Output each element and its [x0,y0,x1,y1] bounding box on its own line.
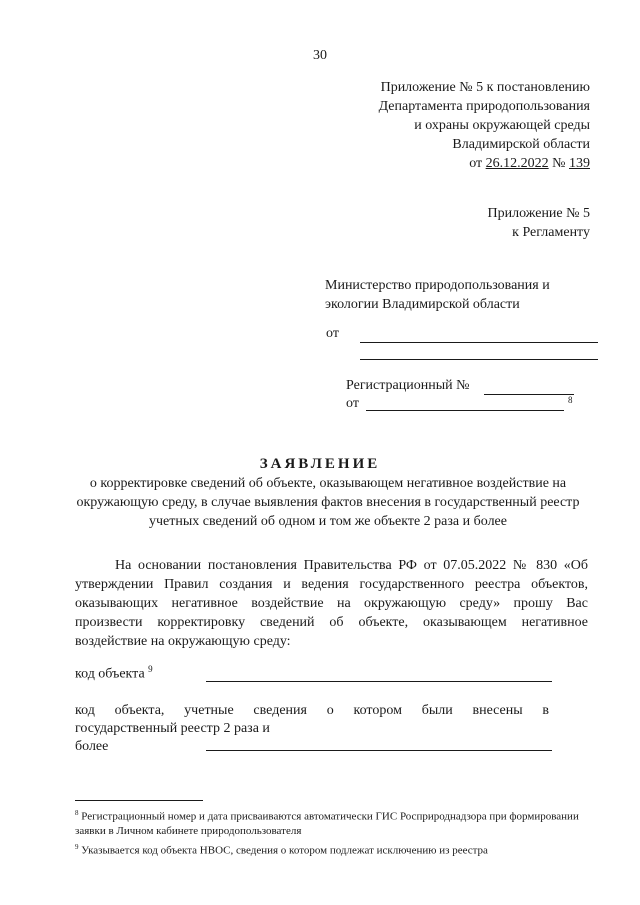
addressee [325,276,550,314]
appendix-header [379,78,590,173]
decree-date: 26.12.2022 [485,156,549,171]
body-text: На основании постановления Правительства РФ от 07.05.2022 № 830 «Об утверждении Правил создания и ведения государственного реестра объектов, оказывающих негативное воздействие на окружающую среду» прошу Вас произвести корректировку сведений об объекте, оказывающем негативное воздействие на окружающую среду: [75,558,588,649]
document-title: ЗАЯВЛЕНИЕ [259,456,381,472]
regulation-line: к Регламенту [512,225,590,240]
number-prefix: № [548,156,569,171]
registration-number-line[interactable] [484,394,574,395]
duplicate-label-line: государственный реестр 2 раза и [75,721,270,736]
from-label: от [326,326,339,341]
field-duplicate-object [75,702,549,756]
registration-date-line[interactable] [366,410,564,411]
document-subtitle: о корректировке сведений об объекте, оказывающем негативное воздействие на окружающую среду, в случае выявления фактов внесения в государственный реестр учетных сведений об одном и том же объекте 2 раза и более [76,476,580,529]
page-number: 30 [313,48,327,63]
body-paragraph [75,556,588,651]
footnotes [75,806,595,857]
decree-number: 139 [569,156,590,171]
duplicate-label-line: код объекта, учетные сведения о котором были внесены в [75,703,549,718]
date-prefix: от [469,156,486,171]
registration-from-label: от [346,396,359,411]
object-code-label: код объекта [75,666,145,682]
appendix-header-line: Департамента природопользования [378,99,590,114]
footnote-8-text: Регистрационный номер и дата присваиваются автоматически ГИС Росприроднадзора при формировании заявки в Личном кабинете природопользователя [75,810,579,837]
footnote-mark-9: 9 [148,664,153,674]
footnote-8-mark: 8 [75,809,79,817]
addressee-line: экологии Владимирской области [325,297,520,312]
object-code-input-line[interactable] [206,681,552,682]
footnote-9-text: Указывается код объекта НВОС, сведения о котором подлежат исключению из реестра [81,844,488,857]
appendix-header-line: Владимирской области [452,137,590,152]
from-field-line-1[interactable] [360,342,598,343]
appendix-header-line: и охраны окружающей среды [414,118,590,133]
field-object-code-label [75,664,153,683]
addressee-line: Министерство природопользования и [325,278,550,293]
from-field-line-2[interactable] [360,359,598,360]
duplicate-object-input-line[interactable] [206,750,552,751]
duplicate-label-line: более [75,739,109,754]
footnote-9-mark: 9 [75,842,79,851]
regulation-line: Приложение № 5 [487,206,590,221]
appendix-header-line: Приложение № 5 к постановлению [380,80,590,95]
footnote-separator [75,800,203,801]
footnote-9 [75,840,595,858]
appendix-date-line [379,154,590,173]
footnote-mark-8: 8 [568,395,573,405]
registration-label: Регистрационный № [346,378,470,393]
footnote-8 [75,806,595,838]
regulation-reference [488,204,591,242]
